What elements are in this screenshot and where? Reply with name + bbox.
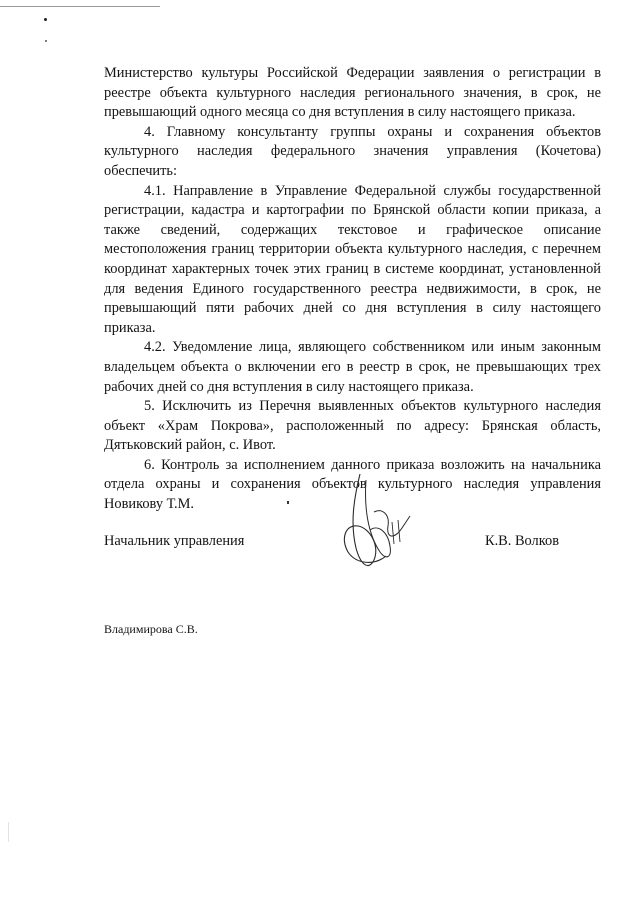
handwritten-signature bbox=[330, 468, 420, 578]
scan-dot bbox=[44, 18, 47, 21]
signer-position: Начальник управления bbox=[104, 533, 245, 549]
top-edge-line bbox=[0, 6, 160, 7]
paragraph-item-6: 6. Контроль за исполнением данного приказа возложить на начальника отдела охраны и сохранения объектов культурного наследия управления Новикову Т.М. bbox=[104, 456, 601, 513]
paragraph-item-4-1: 4.1. Направление в Управление Федеральной службы государственной регистрации, кадастра и картографии по Брянской области копии приказа, а также сведений, содержащих текстовое и графическое описание местоположения границ территории объекта культурного наследия, с перечнем координат характерных точек этих границ в системе координат, установленной для ведения Единого государственного реестра недвижимости, в срок, не превышающий пяти рабочих дней со дня вступления в силу настоящего приказа. bbox=[104, 182, 601, 336]
scan-speck bbox=[287, 501, 289, 504]
signature-block bbox=[104, 533, 601, 555]
paragraph-continuation: Министерство культуры Российской Федерации заявления о регистрации в реестре объекта культурного наследия регионального значения, в срок, не превышающий одного месяца со дня вступления в силу настоящего приказа. bbox=[104, 65, 601, 121]
scan-dot bbox=[45, 40, 47, 42]
paragraph-item-5: 5. Исключить из Перечня выявленных объектов культурного наследия объект «Храм Покрова», расположенный по адресу: Брянская область, Дятьковский район, с. Ивот. bbox=[104, 398, 601, 454]
signer-name: К.В. Волков bbox=[484, 533, 559, 549]
paragraph-item-4-2: 4.2. Уведомление лица, являющего собственником или иным законным владельцем объекта о включении его в реестр в срок, не превышающих трех рабочих дней со дня вступления в силу настоящего приказа. bbox=[104, 339, 601, 395]
document-body bbox=[104, 64, 601, 515]
paragraph-item-4: 4. Главному консультанту группы охраны и сохранения объектов культурного наследия федерального значения управления (Кочетова) обеспечить: bbox=[104, 123, 601, 179]
executor-name: Владимирова С.В. bbox=[104, 622, 198, 636]
scan-edge-mark bbox=[8, 822, 9, 842]
